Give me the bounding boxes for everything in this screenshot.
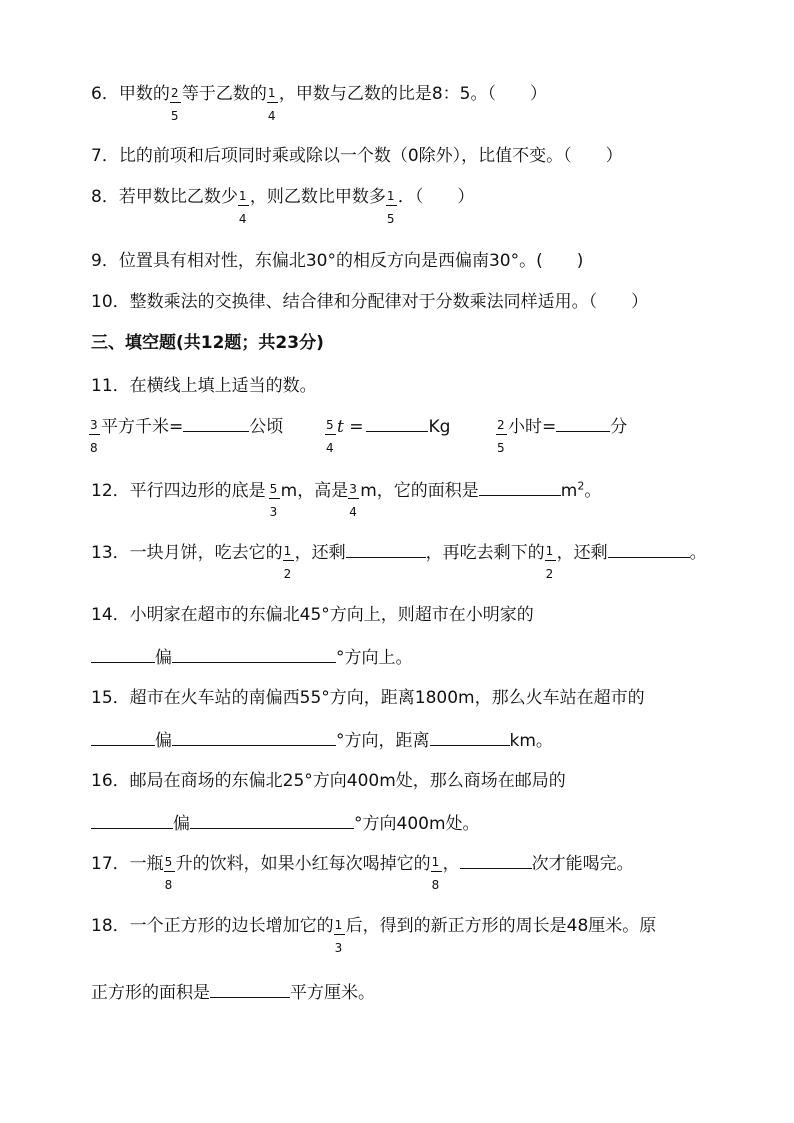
- q13-text-a: 13．一块月饼，吃去它的: [91, 543, 283, 563]
- question-15: [91, 687, 645, 709]
- q13-text-e: 。: [689, 543, 707, 563]
- q10-text: 10．整数乘法的交换律、结合律和分配律对于分数乘法同样适用。（ ）: [91, 292, 649, 312]
- q17-text-c: ，: [442, 854, 460, 874]
- answer-blank[interactable]: [91, 812, 173, 829]
- q15-text-c: km。: [509, 731, 553, 751]
- answer-blank[interactable]: [91, 646, 155, 663]
- q11-p3-text-a: 小时=: [508, 417, 557, 437]
- q11-text: 11．在横线上填上适当的数。: [91, 376, 317, 396]
- q16-answer-line: [91, 812, 480, 835]
- answer-blank[interactable]: [556, 415, 610, 432]
- q11-p1-text-a: 平方千米=: [101, 417, 184, 437]
- answer-blank[interactable]: [460, 852, 532, 869]
- q11-part-1: [89, 415, 284, 455]
- q14-answer-line: [91, 646, 413, 669]
- question-14: [91, 604, 534, 626]
- q12-text-a: 12．平行四边形的底是: [91, 481, 266, 501]
- answer-blank[interactable]: [210, 981, 290, 998]
- q6-text-b: 等于乙数的: [181, 84, 267, 104]
- answer-blank[interactable]: [190, 812, 354, 829]
- q18-text-d: 平方厘米。: [290, 983, 375, 1003]
- q18-text-a: 18．一个正方形的边长增加它的: [91, 916, 334, 936]
- q8-text-b: ，则乙数比甲数多: [249, 187, 386, 207]
- q11-p1-text-b: 公顷: [249, 417, 284, 437]
- q16-text-b: °方向400m处。: [354, 814, 480, 834]
- q11-p2-text-a: t =: [337, 417, 364, 437]
- q11-part-2: [325, 415, 451, 455]
- q11-p3-text-b: 分: [610, 417, 628, 437]
- q13-text-d: ，还剩: [556, 543, 608, 563]
- q12-text-b: m，高是: [280, 481, 349, 501]
- q14-text: 14．小明家在超市的东偏北45°方向上，则超市在小明家的: [91, 605, 534, 625]
- q6-text-c: ，甲数与乙数的比是8：5。（ ）: [278, 84, 547, 104]
- q15-answer-line: [91, 729, 553, 752]
- fraction: $\frac{2}{5}$: [170, 83, 182, 105]
- q11-part-3: [496, 415, 628, 455]
- q12-unit-exponent: 2: [577, 479, 585, 493]
- q17-text-a: 17．一瓶: [91, 854, 164, 874]
- q13-text-b: ，还剩: [294, 543, 346, 563]
- q8-text-c: ．（ ）: [397, 187, 475, 207]
- question-7: [91, 145, 623, 167]
- question-17: [91, 852, 634, 892]
- answer-blank[interactable]: [608, 541, 690, 558]
- answer-blank[interactable]: [172, 729, 336, 746]
- q17-text-b: 升的饮料，如果小红每次喝掉它的: [175, 854, 431, 874]
- q15-text: 15．超市在火车站的南偏西55°方向，距离1800m，那么火车站在超市的: [91, 688, 645, 708]
- q13-text-c: ，再吃去剩下的: [425, 543, 545, 563]
- section-3-title-text: 三、填空题(共12题；共23分): [91, 333, 324, 353]
- question-13: [91, 541, 707, 581]
- q18-text-c: 正方形的面积是: [91, 983, 210, 1003]
- fraction: $\frac{2}{5}$: [496, 415, 508, 437]
- q8-text-a: 8．若甲数比乙数少: [91, 187, 238, 207]
- answer-blank[interactable]: [479, 479, 561, 496]
- q15-text-b: °方向，距离: [336, 731, 430, 751]
- q9-text: 9．位置具有相对性，东偏北30°的相反方向是西偏南30°。( ): [91, 251, 584, 271]
- fraction: $\frac{1}{2}$: [545, 541, 557, 563]
- answer-blank[interactable]: [91, 729, 155, 746]
- question-18: [91, 915, 657, 955]
- fraction: $\frac{1}{4}$: [238, 186, 250, 208]
- q18-line-2: [91, 981, 375, 1004]
- fraction: $\frac{3}{4}$: [348, 479, 360, 501]
- fraction: $\frac{1}{8}$: [431, 852, 443, 874]
- question-10: [91, 291, 648, 313]
- q12-unit: m: [560, 481, 578, 501]
- fraction: $\frac{5}{8}$: [164, 852, 176, 874]
- answer-blank[interactable]: [366, 415, 428, 432]
- question-11: [91, 375, 317, 397]
- answer-blank[interactable]: [430, 729, 510, 746]
- question-16: [91, 770, 566, 792]
- question-12: [91, 479, 602, 519]
- section-3-title: [91, 332, 324, 354]
- q6-text-a: 6．甲数的: [91, 84, 170, 104]
- fraction: $\frac{5}{3}$: [269, 479, 281, 501]
- answer-blank[interactable]: [183, 415, 249, 432]
- question-9: [91, 250, 583, 272]
- q14-text-a: 偏: [155, 648, 172, 668]
- fraction: $\frac{1}{2}$: [283, 541, 295, 563]
- q11-p2-text-b: Kg: [428, 417, 451, 437]
- q15-text-a: 偏: [155, 731, 172, 751]
- answer-blank[interactable]: [172, 646, 336, 663]
- q12-text-end: 。: [584, 481, 602, 501]
- q18-text-b: 后，得到的新正方形的周长是48厘米。原: [345, 916, 657, 936]
- q17-text-d: 次才能喝完。: [531, 854, 634, 874]
- fraction: $\frac{1}{5}$: [386, 186, 398, 208]
- question-6: [91, 83, 547, 123]
- q14-text-b: °方向上。: [336, 648, 413, 668]
- q16-text-a: 偏: [173, 814, 190, 834]
- fraction: $\frac{3}{8}$: [89, 415, 101, 437]
- fraction: $\frac{1}{3}$: [334, 915, 346, 937]
- q16-text: 16．邮局在商场的东偏北25°方向400m处，那么商场在邮局的: [91, 771, 566, 791]
- fraction: $\frac{1}{4}$: [267, 83, 279, 105]
- answer-blank[interactable]: [346, 541, 426, 558]
- fraction: $\frac{5}{4}$: [325, 415, 337, 437]
- q7-text: 7．比的前项和后项同时乘或除以一个数（0除外），比值不变。（ ）: [91, 146, 623, 166]
- question-8: [91, 186, 475, 226]
- q12-text-c: m，它的面积是: [360, 481, 479, 501]
